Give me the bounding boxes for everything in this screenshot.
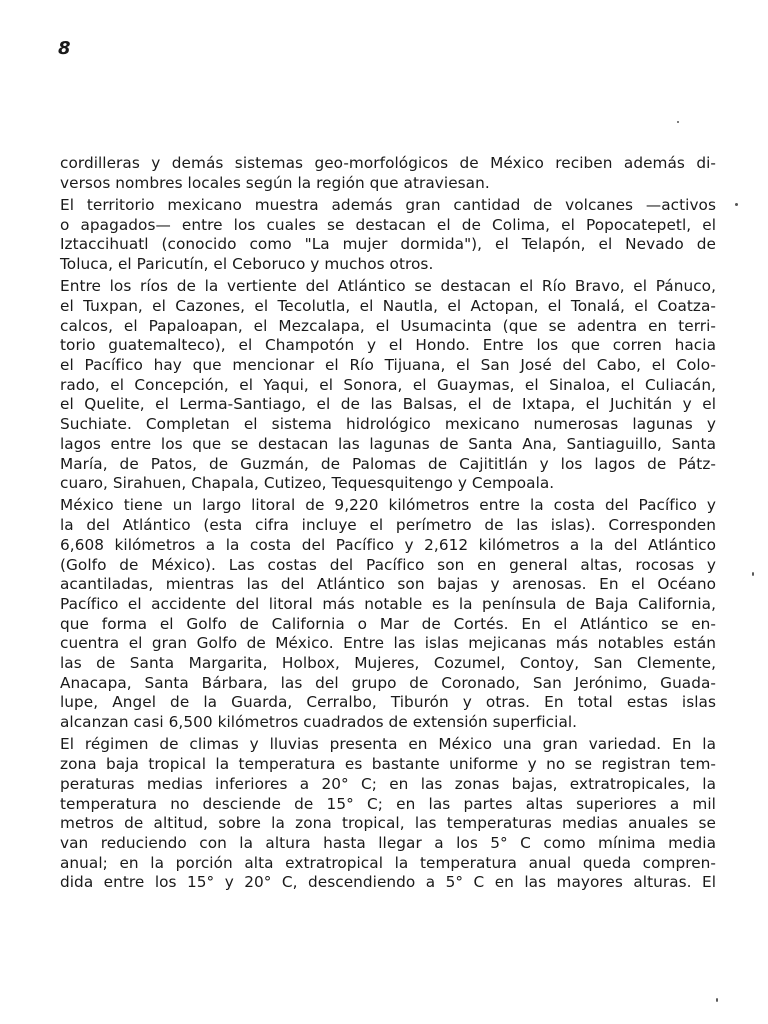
page-number: 8 [58, 38, 71, 59]
text-line: versos nombres locales según la región que atraviesan. [60, 173, 490, 192]
text-line: Suchiate. Completan el sistema hidrológico mexicano numerosas lagunas y [60, 415, 716, 434]
scan-speck [735, 203, 738, 206]
scan-speck [752, 572, 754, 576]
text-line: Pacífico el accidente del litoral más notable es la península de Baja California, [60, 594, 716, 613]
text-line: Iztaccihuatl (conocido como "La mujer dormida"), el Telapón, el Nevado de [60, 235, 716, 254]
text-line: van reduciendo con la altura hasta llegar a los 5° C como mínima media [60, 833, 716, 852]
text-line: El territorio mexicano muestra además gran cantidad de volcanes —activos [60, 195, 716, 214]
text-line: cuentra el gran Golfo de México. Entre las islas mejicanas más notables están [60, 634, 716, 653]
text-line: torio guatemalteco), el Champotón y el Hondo. Entre los que corren hacia [60, 336, 716, 355]
text-line: acantiladas, mientras las del Atlántico son bajas y arenosas. En el Océano [60, 575, 716, 594]
text-line: el Tuxpan, el Cazones, el Tecolutla, el Nautla, el Actopan, el Tonalá, el Coatza- [60, 296, 716, 315]
text-line: cuaro, Sirahuen, Chapala, Cutizeo, Tequesquitengo y Cempoala. [60, 474, 555, 493]
text-line: que forma el Golfo de California o Mar de Cortés. En el Atlántico se en- [60, 614, 716, 633]
body-text [60, 154, 716, 896]
text-line: zona baja tropical la temperatura es bastante uniforme y no se registran tem- [60, 755, 716, 774]
text-line: temperatura no desciende de 15° C; en las partes altas superiores a mil [60, 794, 716, 813]
text-line: lupe, Angel de la Guarda, Cerralbo, Tiburón y otras. En total estas islas [60, 693, 716, 712]
text-line: la del Atlántico (esta cifra incluye el perímetro de las islas). Corresponden [60, 516, 716, 535]
text-line: metros de altitud, sobre la zona tropical, las temperaturas medias anuales se [60, 814, 716, 833]
paragraph [60, 154, 716, 193]
text-line: dida entre los 15° y 20° C, descendiendo a 5° C en las mayores alturas. El [60, 873, 716, 892]
text-line: lagos entre los que se destacan las lagunas de Santa Ana, Santiaguillo, Santa [60, 434, 716, 453]
text-line: o apagados— entre los cuales se destacan el de Colima, el Popocatepetl, el [60, 215, 716, 234]
text-line: las de Santa Margarita, Holbox, Mujeres, Cozumel, Contoy, San Clemente, [60, 654, 716, 673]
paragraph [60, 277, 716, 494]
scan-speck [716, 998, 718, 1002]
text-line: peraturas medias inferiores a 20° C; en las zonas bajas, extratropicales, la [60, 774, 716, 793]
text-line: calcos, el Papaloapan, el Mezcalapa, el Usumacinta (que se adentra en terri- [60, 316, 716, 335]
paragraph [60, 496, 716, 732]
text-line: María, de Patos, de Guzmán, de Palomas de Cajititlán y los lagos de Pátz- [60, 454, 716, 473]
text-line: México tiene un largo litoral de 9,220 kilómetros entre la costa del Pacífico y [60, 496, 716, 515]
text-line: alcanzan casi 6,500 kilómetros cuadrados de extensión superficial. [60, 713, 578, 732]
text-line: cordilleras y demás sistemas geo-morfológicos de México reciben además di- [60, 154, 716, 172]
text-line: Entre los ríos de la vertiente del Atlántico se destacan el Río Bravo, el Pánuco, [60, 277, 716, 296]
text-line: (Golfo de México). Las costas del Pacífico son en general altas, rocosas y [60, 555, 716, 574]
paragraph [60, 735, 716, 893]
text-line: Anacapa, Santa Bárbara, las del grupo de Coronado, San Jerónimo, Guada- [60, 673, 716, 692]
text-line: anual; en la porción alta extratropical la temperatura anual queda compren- [60, 853, 716, 872]
paragraph [60, 196, 716, 275]
text-line: el Quelite, el Lerma-Santiago, el de las Balsas, el de Ixtapa, el Juchitán y el [60, 395, 716, 414]
text-line: Toluca, el Paricutín, el Ceboruco y muchos otros. [60, 255, 434, 274]
text-line: rado, el Concepción, el Yaqui, el Sonora, el Guaymas, el Sinaloa, el Culiacán, [60, 375, 716, 394]
text-line: 6,608 kilómetros a la costa del Pacífico y 2,612 kilómetros a la del Atlántico [60, 535, 716, 554]
text-line: El régimen de climas y lluvias presenta en México una gran variedad. En la [60, 735, 716, 754]
text-line: el Pacífico hay que mencionar el Río Tijuana, el San José del Cabo, el Colo- [60, 356, 716, 375]
scan-speck [677, 121, 679, 123]
